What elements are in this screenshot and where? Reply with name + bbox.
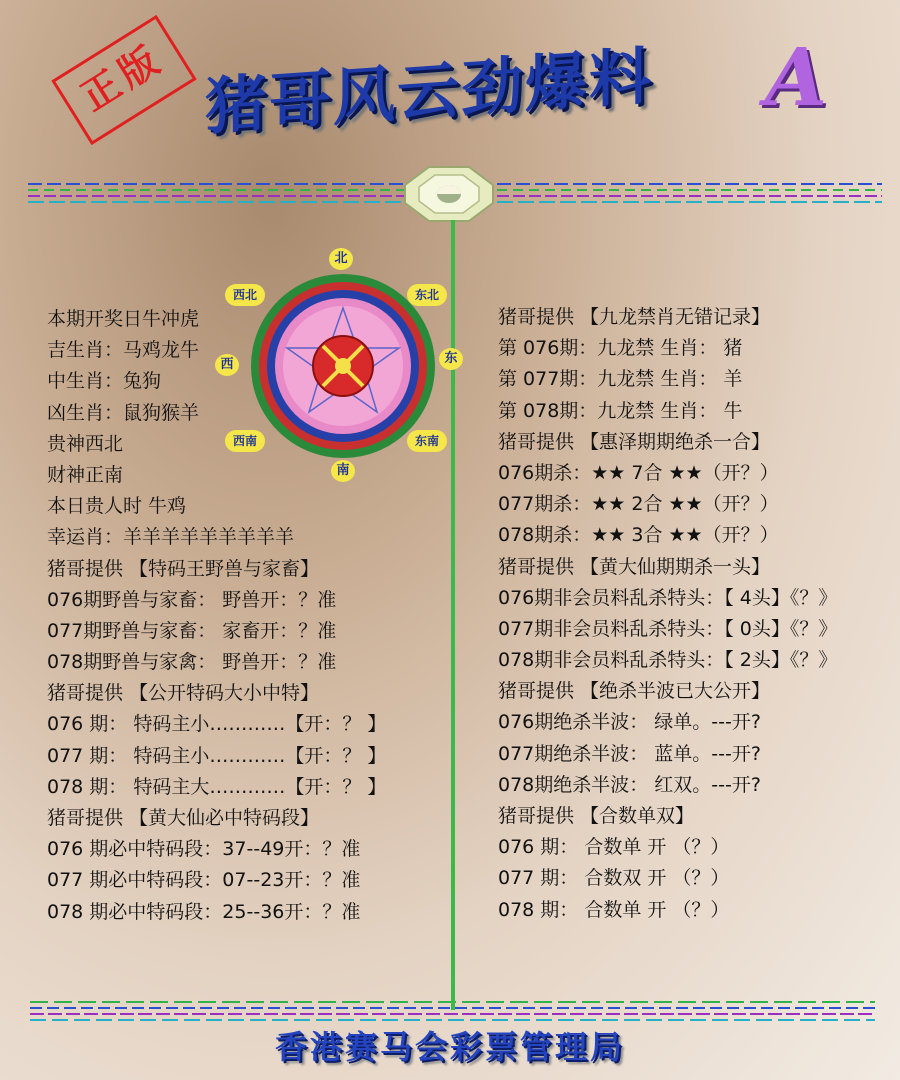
info-line: 本日贵人时 牛鸡 (47, 495, 187, 518)
info-line: 076期非会员料乱杀特头：【 4头】《？》 (498, 586, 838, 609)
info-line: 078期野兽与家禽： 野兽开：？准 (47, 651, 337, 674)
info-line: 076期杀：★★ 7合 ★★（开？） (498, 461, 779, 484)
info-line: 077期非会员料乱杀特头：【 0头】《？》 (498, 617, 838, 640)
info-line: 第 078期：九龙禁 生肖： 牛 (498, 399, 743, 422)
bagua-emblem-icon (403, 165, 495, 223)
info-line: 076期野兽与家畜： 野兽开：？准 (47, 588, 337, 611)
info-line: 贵神西北 (47, 432, 124, 455)
info-line: 第 076期：九龙禁 生肖： 猪 (498, 337, 743, 360)
section-heading: 猪哥提供 【特码王野兽与家畜】 (47, 557, 320, 580)
info-line: 中生肖：兔狗 (47, 370, 162, 393)
info-line: 077 期： 合数双 开 （？） (498, 867, 730, 890)
info-line: 076期绝杀半波： 绿单。---开? (498, 711, 761, 734)
info-line: 076 期必中特码段：37--49开：？准 (47, 838, 361, 861)
top-right-stripes (497, 180, 882, 202)
info-line: 078 期必中特码段：25--36开：？准 (47, 900, 361, 923)
wheel-label-northwest: 西北 (225, 284, 265, 306)
section-heading: 猪哥提供 【黄大仙期期杀一头】 (498, 555, 771, 578)
wheel-label-east: 东 (439, 348, 463, 370)
genuine-stamp: 正版 (51, 15, 196, 145)
info-line: 078期绝杀半波： 红双。---开? (498, 773, 761, 796)
section-heading: 猪哥提供 【惠泽期期绝杀一合】 (498, 430, 771, 453)
wheel-label-southeast: 东南 (407, 430, 447, 452)
page-title: 猪哥风云劲爆料 (205, 39, 654, 144)
right-column (498, 302, 893, 926)
section-heading: 猪哥提供 【黄大仙必中特码段】 (47, 807, 320, 829)
section-heading: 猪哥提供 【合数单双】 (498, 805, 695, 827)
info-line: 076 期： 合数单 开 （？） (498, 836, 730, 859)
info-line: 077期绝杀半波： 蓝单。---开? (498, 742, 761, 765)
info-line: 幸运肖：羊羊羊羊羊羊羊羊羊 (47, 526, 295, 549)
footer-title: 香港赛马会彩票管理局 (274, 1028, 625, 1066)
info-line: 财神正南 (47, 463, 124, 486)
info-line: 078 期： 合数单 开 （？） (498, 898, 730, 921)
wheel-label-north: 北 (329, 248, 353, 270)
info-line: 077 期： 特码主小…………【开：？ 】 (47, 744, 387, 767)
info-line: 本期开奖日牛冲虎 (47, 308, 200, 330)
edition-badge: A (765, 30, 828, 124)
section-heading: 猪哥提供 【绝杀半波已大公开】 (498, 680, 771, 703)
info-line: 076 期： 特码主小…………【开：？ 】 (47, 713, 387, 736)
wheel-label-southwest: 西南 (225, 430, 265, 452)
info-line: 077 期必中特码段：07--23开：？准 (47, 869, 361, 892)
section-heading: 猪哥提供 【公开特码大小中特】 (47, 682, 320, 705)
left-column (47, 304, 447, 928)
info-line: 凶生肖：鼠狗猴羊 (47, 401, 200, 424)
wheel-label-west: 西 (215, 354, 239, 376)
info-line: 077期杀：★★ 2合 ★★（开？） (498, 493, 779, 516)
info-line: 吉生肖：马鸡龙牛 (47, 339, 200, 362)
top-left-stripes (28, 180, 406, 202)
info-line: 078 期： 特码主大…………【开：？ 】 (47, 775, 387, 798)
info-line: 077期野兽与家畜： 家畜开：？准 (47, 619, 337, 642)
wheel-label-south: 南 (331, 460, 355, 482)
section-heading: 猪哥提供 【九龙禁肖无错记录】 (498, 306, 771, 328)
info-line: 第 077期：九龙禁 生肖： 羊 (498, 368, 743, 391)
wheel-label-northeast: 东北 (407, 284, 447, 306)
info-line: 078期杀：★★ 3合 ★★（开？） (498, 524, 779, 547)
info-line: 078期非会员料乱杀特头：【 2头】《？》 (498, 649, 838, 672)
